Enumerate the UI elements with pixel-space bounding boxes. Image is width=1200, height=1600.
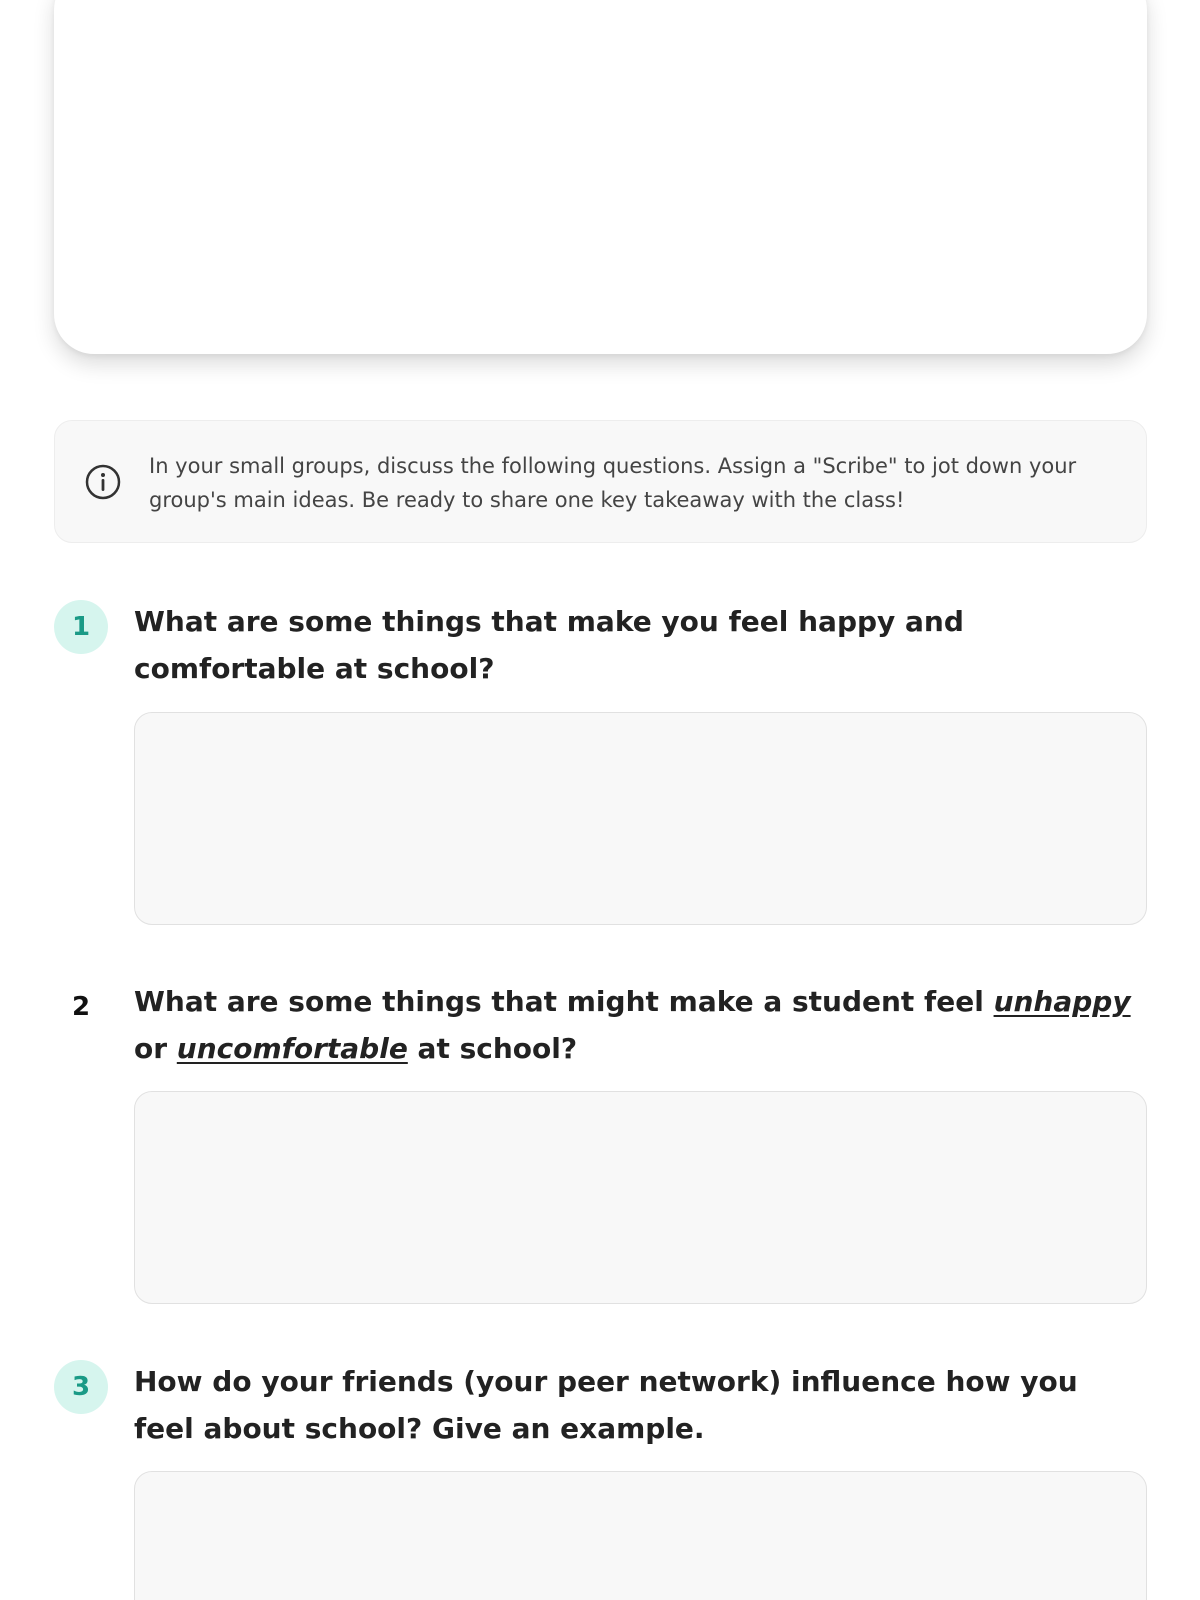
- instructions-text: In your small groups, discuss the following questions. Assign a "Scribe" to jot down your group's main ideas. Be ready to share one key takeaway with the class!: [149, 454, 1077, 512]
- answer-field[interactable]: [134, 712, 1147, 925]
- question-text-connector: or: [134, 1032, 177, 1065]
- instructions-box: [54, 420, 1147, 543]
- answer-field[interactable]: [134, 1091, 1147, 1304]
- question-number: 2: [71, 992, 91, 1022]
- question-text: How do your friends (your peer network) influence how you feel about school? Give an example.: [134, 1365, 1078, 1445]
- question-text-end: at school?: [407, 1032, 578, 1065]
- question-text: [134, 978, 1134, 1072]
- answer-field[interactable]: [134, 1471, 1147, 1600]
- question-text: What are some things that make you feel happy and comfortable at school?: [134, 605, 964, 685]
- question-number-badge: 1: [54, 600, 108, 654]
- emphasis-unhappy: unhappy: [993, 985, 1131, 1018]
- info-icon: [85, 464, 121, 500]
- media-card: [54, 0, 1147, 354]
- emphasis-uncomfortable: uncomfortable: [176, 1032, 408, 1065]
- question-number-badge: 3: [54, 1360, 108, 1414]
- question-text-start: What are some things that might make a student feel: [134, 985, 994, 1018]
